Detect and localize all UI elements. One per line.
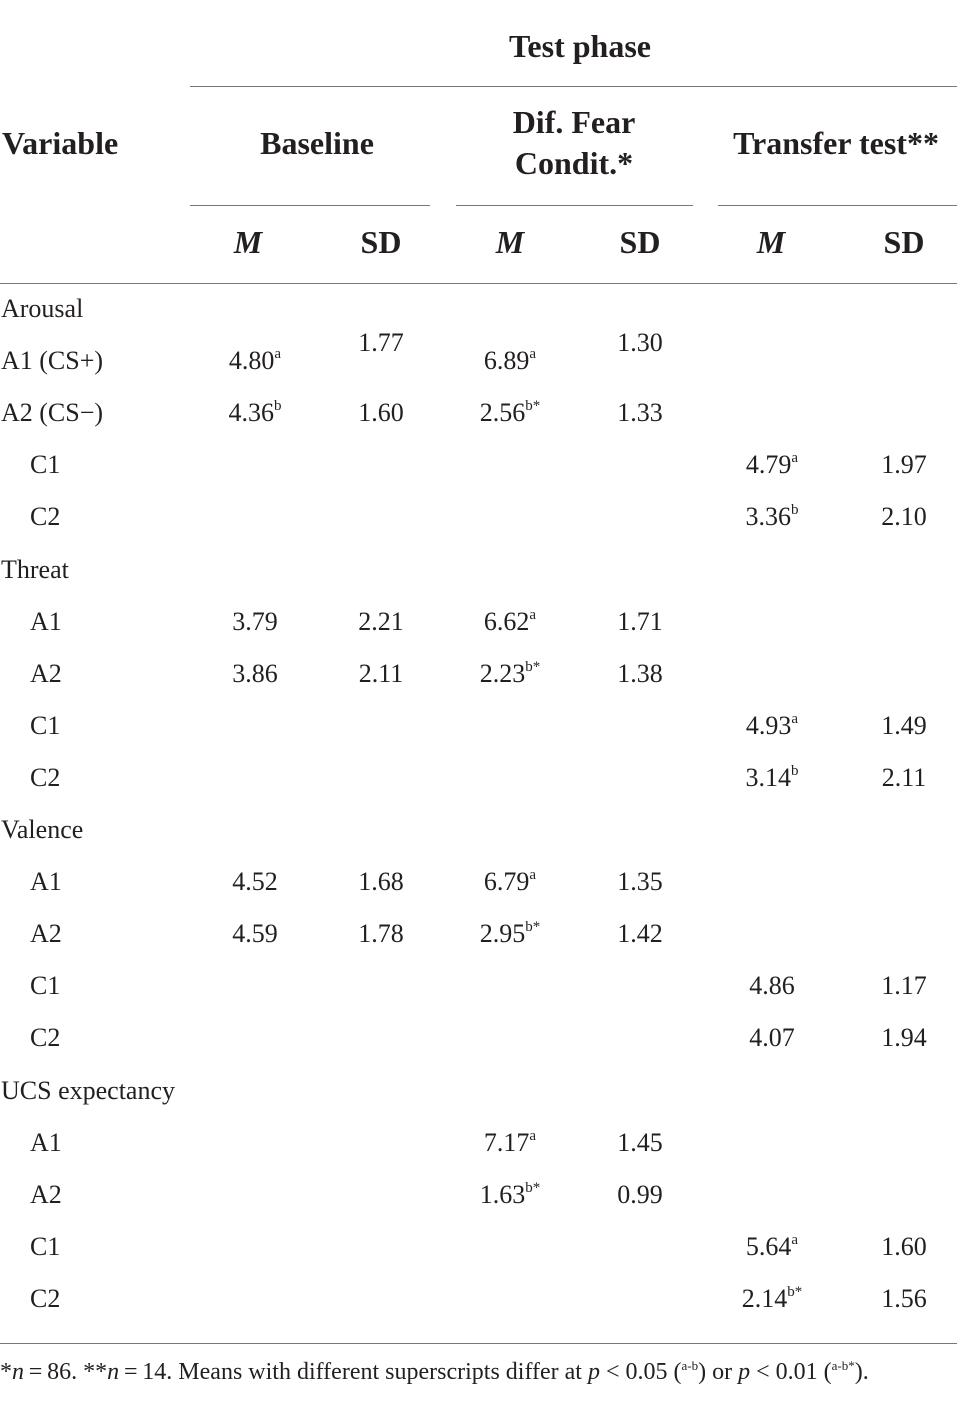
cell-baseline-sd bbox=[358, 869, 404, 895]
rule-table-bottom bbox=[0, 1343, 957, 1344]
row-label: A1 bbox=[30, 1127, 62, 1157]
row-label: A1 bbox=[30, 606, 62, 636]
cell-value: 4.86 bbox=[749, 971, 795, 1001]
header-dif-fear-sd: SD bbox=[619, 224, 661, 260]
cell-value: 1.78 bbox=[358, 919, 404, 949]
cell-baseline-m bbox=[232, 606, 278, 636]
row-label: C1 bbox=[30, 710, 61, 740]
cell-transfer-sd bbox=[881, 973, 927, 999]
cell-dif-fear-m bbox=[484, 348, 536, 374]
header-dif-fear-m: M bbox=[495, 224, 525, 260]
cell-superscript: a bbox=[529, 867, 537, 884]
cell-superscript: b bbox=[274, 398, 282, 415]
header-test-phase: Test phase bbox=[509, 28, 651, 64]
cell-value: 1.33 bbox=[617, 398, 663, 428]
cell-dif-fear-m bbox=[483, 1127, 537, 1157]
cell-value: 1.30 bbox=[617, 328, 663, 358]
cell-value: 7.17 bbox=[483, 1127, 530, 1157]
footnote-lt2: < 0.01 ( bbox=[750, 1359, 832, 1385]
cell-value: 6.79 bbox=[483, 867, 530, 897]
cell-superscript: b* bbox=[525, 398, 541, 415]
cell-value: 3.14 bbox=[745, 762, 791, 792]
cell-value: 1.38 bbox=[617, 658, 663, 688]
cell-value: 6.62 bbox=[483, 606, 530, 636]
cell-transfer-m bbox=[749, 973, 795, 999]
cell-transfer-sd bbox=[881, 1025, 927, 1051]
header-baseline: Baseline bbox=[260, 125, 374, 161]
cell-value: 5.64 bbox=[745, 1231, 792, 1261]
footnote-n1: n bbox=[12, 1359, 24, 1385]
cell-superscript: b* bbox=[525, 1179, 541, 1196]
cell-superscript: a bbox=[529, 1127, 537, 1144]
cell-value: 6.89 bbox=[483, 346, 530, 376]
rule-transfer bbox=[718, 205, 957, 206]
cell-value: 2.21 bbox=[358, 606, 404, 636]
cell-value: 1.45 bbox=[617, 1127, 663, 1157]
cell-dif-fear-m bbox=[483, 606, 537, 636]
row-label: C1 bbox=[30, 450, 61, 480]
cell-superscript: b* bbox=[525, 919, 541, 936]
cell-dif-fear-sd bbox=[617, 1127, 663, 1157]
cell-superscript: a bbox=[791, 450, 799, 467]
cell-dif-fear-m bbox=[479, 1179, 541, 1209]
cell-transfer-m bbox=[745, 1231, 799, 1261]
row-label: C2 bbox=[30, 502, 61, 532]
row-label: C1 bbox=[30, 1231, 61, 1261]
cell-superscript: a bbox=[274, 346, 282, 363]
footnote-sup2: a-b* bbox=[831, 1358, 855, 1373]
cell-value: 1.35 bbox=[617, 867, 663, 897]
cell-dif-fear-m bbox=[484, 869, 536, 895]
footnote-sup1: a-b bbox=[681, 1358, 699, 1373]
cell-transfer-sd bbox=[881, 710, 927, 740]
footnote-eq1: = 86. ** bbox=[24, 1359, 108, 1385]
cell-value: 4.79 bbox=[745, 450, 792, 480]
cell-value: 4.52 bbox=[232, 867, 278, 897]
header-baseline-sd: SD bbox=[360, 224, 402, 260]
cell-value: 3.79 bbox=[232, 606, 278, 636]
cell-dif-fear-sd bbox=[617, 869, 663, 895]
cell-value: 2.23 bbox=[479, 658, 526, 688]
cell-dif-fear-sd bbox=[617, 658, 663, 688]
cell-superscript: a bbox=[791, 1231, 799, 1248]
cell-baseline-sd bbox=[358, 658, 404, 688]
row-label: C1 bbox=[30, 971, 61, 1001]
cell-transfer-m bbox=[749, 1025, 795, 1051]
cell-value: 2.10 bbox=[881, 502, 927, 532]
row-group-label: UCS expectancy bbox=[1, 1075, 176, 1105]
cell-superscript: a bbox=[529, 346, 537, 363]
row-label: A1 (CS+) bbox=[1, 346, 104, 376]
cell-baseline-sd bbox=[358, 400, 404, 426]
cell-value: 1.68 bbox=[358, 867, 404, 897]
cell-value: 4.36 bbox=[228, 398, 274, 428]
row-group-label: Threat bbox=[1, 554, 69, 584]
cell-value: 1.49 bbox=[881, 710, 927, 740]
footnote-n2: n bbox=[107, 1359, 120, 1385]
cell-value: 2.95 bbox=[479, 919, 526, 949]
cell-baseline-m bbox=[229, 348, 281, 374]
header-transfer-m: M bbox=[756, 224, 786, 260]
cell-value: 2.56 bbox=[479, 398, 526, 428]
cell-dif-fear-sd bbox=[617, 330, 663, 356]
cell-superscript: b bbox=[791, 502, 799, 519]
footnote-p1: p bbox=[587, 1359, 600, 1385]
cell-value: 1.56 bbox=[881, 1283, 927, 1313]
cell-transfer-sd bbox=[881, 452, 927, 478]
cell-dif-fear-sd bbox=[617, 606, 663, 636]
header-dif-fear-line2: Condit.* bbox=[514, 145, 634, 181]
row-label: C2 bbox=[30, 762, 61, 792]
cell-superscript: a bbox=[529, 606, 537, 623]
cell-value: 1.60 bbox=[881, 1231, 927, 1261]
header-transfer-test: Transfer test** bbox=[733, 125, 939, 161]
cell-value: 1.63 bbox=[479, 1179, 526, 1209]
cell-baseline-m bbox=[232, 921, 278, 947]
cell-value: 1.77 bbox=[358, 328, 404, 358]
row-group-label: Valence bbox=[1, 815, 84, 844]
cell-value: 1.94 bbox=[881, 1023, 927, 1053]
cell-baseline-sd bbox=[358, 330, 404, 356]
cell-value: 4.80 bbox=[228, 346, 275, 376]
cell-value: 4.07 bbox=[749, 1023, 795, 1053]
row-label: C2 bbox=[30, 1283, 61, 1313]
cell-baseline-m bbox=[232, 658, 278, 688]
cell-transfer-sd bbox=[881, 1283, 927, 1313]
cell-transfer-sd bbox=[881, 504, 927, 530]
cell-baseline-sd bbox=[358, 606, 404, 636]
cell-dif-fear-sd bbox=[617, 921, 663, 947]
footnote-p2: p bbox=[738, 1359, 751, 1385]
rule-dif-fear bbox=[456, 205, 693, 206]
cell-dif-fear-sd bbox=[617, 1179, 663, 1209]
cell-transfer-m bbox=[741, 1283, 803, 1313]
header-variable: Variable bbox=[2, 125, 119, 161]
cell-dif-fear-m bbox=[480, 400, 541, 426]
cell-transfer-m bbox=[745, 710, 799, 740]
row-label: A2 bbox=[30, 1179, 62, 1209]
row-label: A2 (CS−) bbox=[1, 398, 104, 428]
footnote-eq2: = 14. Means with different superscripts differ at bbox=[119, 1359, 588, 1385]
cell-value: 1.71 bbox=[617, 606, 663, 636]
cell-transfer-m bbox=[746, 504, 799, 530]
footnote-lt1: < 0.05 ( bbox=[599, 1359, 682, 1385]
rule-baseline bbox=[190, 205, 430, 206]
header-dif-fear-line1: Dif. Fear bbox=[512, 104, 636, 140]
cell-value: 2.11 bbox=[881, 762, 927, 792]
cell-dif-fear-sd bbox=[617, 400, 663, 426]
header-transfer-sd: SD bbox=[883, 224, 925, 260]
cell-value: 0.99 bbox=[617, 1179, 663, 1209]
cell-superscript: b* bbox=[525, 658, 541, 675]
cell-baseline-m bbox=[232, 869, 278, 895]
cell-transfer-m bbox=[745, 762, 799, 792]
footnote-end: ). bbox=[854, 1359, 869, 1385]
row-group-label: Arousal bbox=[1, 294, 84, 323]
cell-transfer-sd bbox=[881, 1231, 927, 1261]
cell-baseline-m bbox=[229, 400, 282, 426]
cell-value: 1.60 bbox=[358, 398, 404, 428]
cell-value: 1.42 bbox=[617, 919, 663, 949]
cell-baseline-sd bbox=[358, 921, 404, 947]
cell-value: 1.17 bbox=[881, 971, 927, 1001]
rule-header-bottom bbox=[0, 283, 957, 284]
cell-superscript: a bbox=[791, 710, 799, 727]
cell-value: 4.59 bbox=[232, 919, 278, 949]
row-label: A2 bbox=[30, 658, 62, 688]
cell-value: 3.86 bbox=[232, 658, 278, 688]
cell-superscript: b bbox=[791, 762, 799, 779]
row-label: A2 bbox=[30, 919, 62, 949]
footnote-star: * bbox=[0, 1359, 12, 1385]
cell-value: 4.93 bbox=[745, 710, 792, 740]
cell-value: 3.36 bbox=[745, 502, 791, 532]
cell-value: 2.11 bbox=[358, 658, 404, 688]
rule-test-phase bbox=[190, 86, 957, 87]
cell-value: 1.97 bbox=[881, 450, 927, 480]
cell-value: 2.14 bbox=[741, 1283, 788, 1313]
header-baseline-m: M bbox=[233, 224, 263, 260]
footnote-mid: ) or bbox=[698, 1359, 739, 1385]
cell-transfer-m bbox=[746, 452, 798, 478]
cell-transfer-sd bbox=[881, 762, 927, 792]
row-label: A1 bbox=[30, 867, 62, 897]
cell-dif-fear-m bbox=[480, 921, 541, 947]
cell-superscript: b* bbox=[787, 1283, 803, 1300]
cell-dif-fear-m bbox=[479, 658, 541, 688]
row-label: C2 bbox=[30, 1023, 61, 1053]
table-footnote bbox=[0, 1359, 869, 1386]
